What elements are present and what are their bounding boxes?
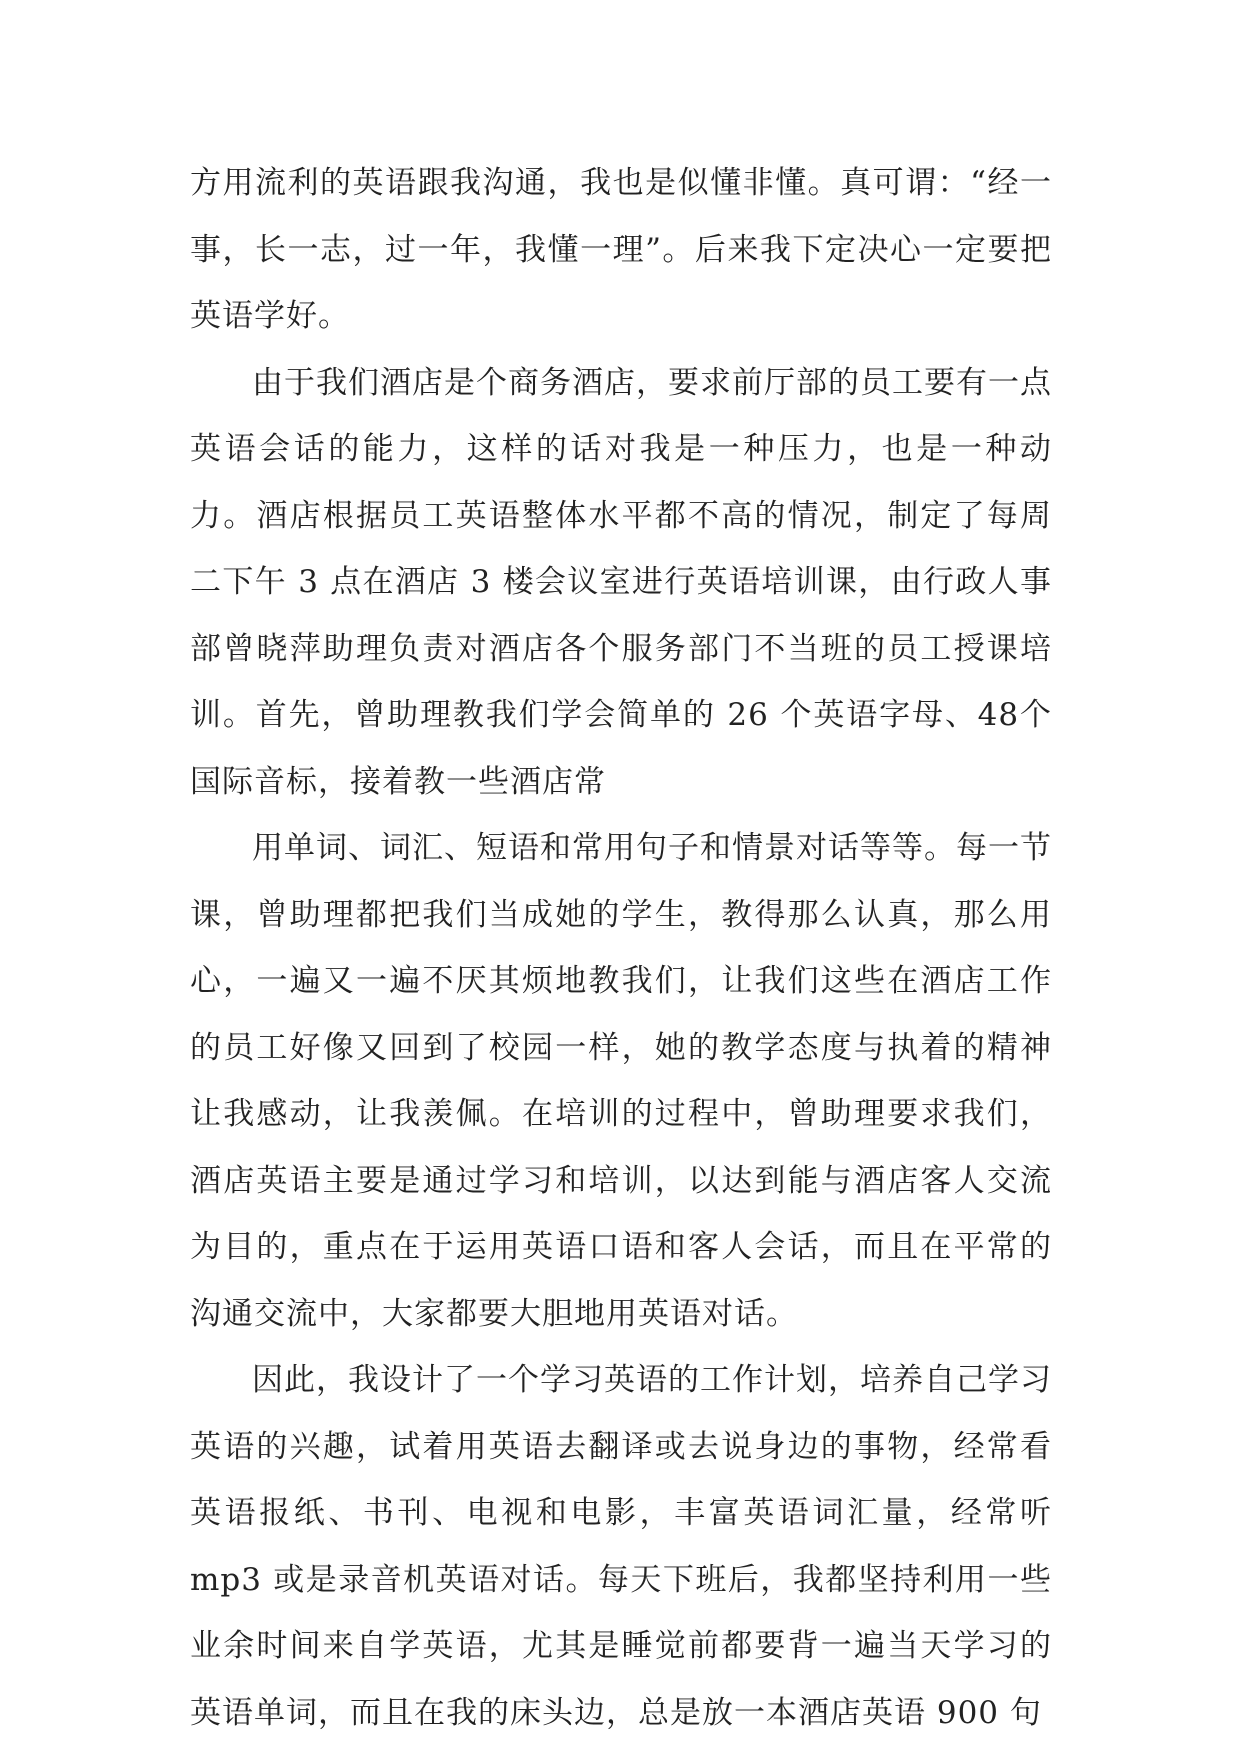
document-body <box>190 150 1052 1746</box>
paragraph-continuation: 方用流利的英语跟我沟通，我也是似懂非懂。真可谓：“经一事，长一志，过一年，我懂一理”。后来我下定决心一定要把英语学好。 <box>190 165 1052 334</box>
paragraph-lesson-details: 用单词、词汇、短语和常用句子和情景对话等等。每一节课，曾助理都把我们当成她的学生，教得那么认真，那么用心，一遍又一遍不厌其烦地教我们，让我们这些在酒店工作的员工好像又回到了校园一样，她的教学态度与执着的精神让我感动，让我羡佩。在培训的过程中，曾助理要求我们，酒店英语主要是通过学习和培训，以达到能与酒店客人交流为目的，重点在于运用英语口语和客人会话，而且在平常的沟通交流中，大家都要大胆地用英语对话。 <box>190 830 1052 1332</box>
paragraph-study-plan: 因此，我设计了一个学习英语的工作计划，培养自己学习英语的兴趣，试着用英语去翻译或去说身边的事物，经常看英语报纸、书刊、电视和电影，丰富英语词汇量，经常听mp3 或是录音机英语对话。每天下班后，我都坚持利用一些业余时间来自学英语，尤其是睡觉前都要背一遍当天学习的英语单词，而且在我的床头边，总是放一本酒店英语 900 句 <box>190 1362 1052 1731</box>
paragraph-hotel-training: 由于我们酒店是个商务酒店，要求前厅部的员工要有一点英语会话的能力，这样的话对我是一种压力，也是一种动力。酒店根据员工英语整体水平都不高的情况，制定了每周二下午 3 点在酒店 3 楼会议室进行英语培训课，由行政人事部曾晓萍助理负责对酒店各个服务部门不当班的员工授课培训。首先，曾助理教我们学会简单的 26 个英语字母、48个国际音标，接着教一些酒店常 <box>190 364 1052 800</box>
